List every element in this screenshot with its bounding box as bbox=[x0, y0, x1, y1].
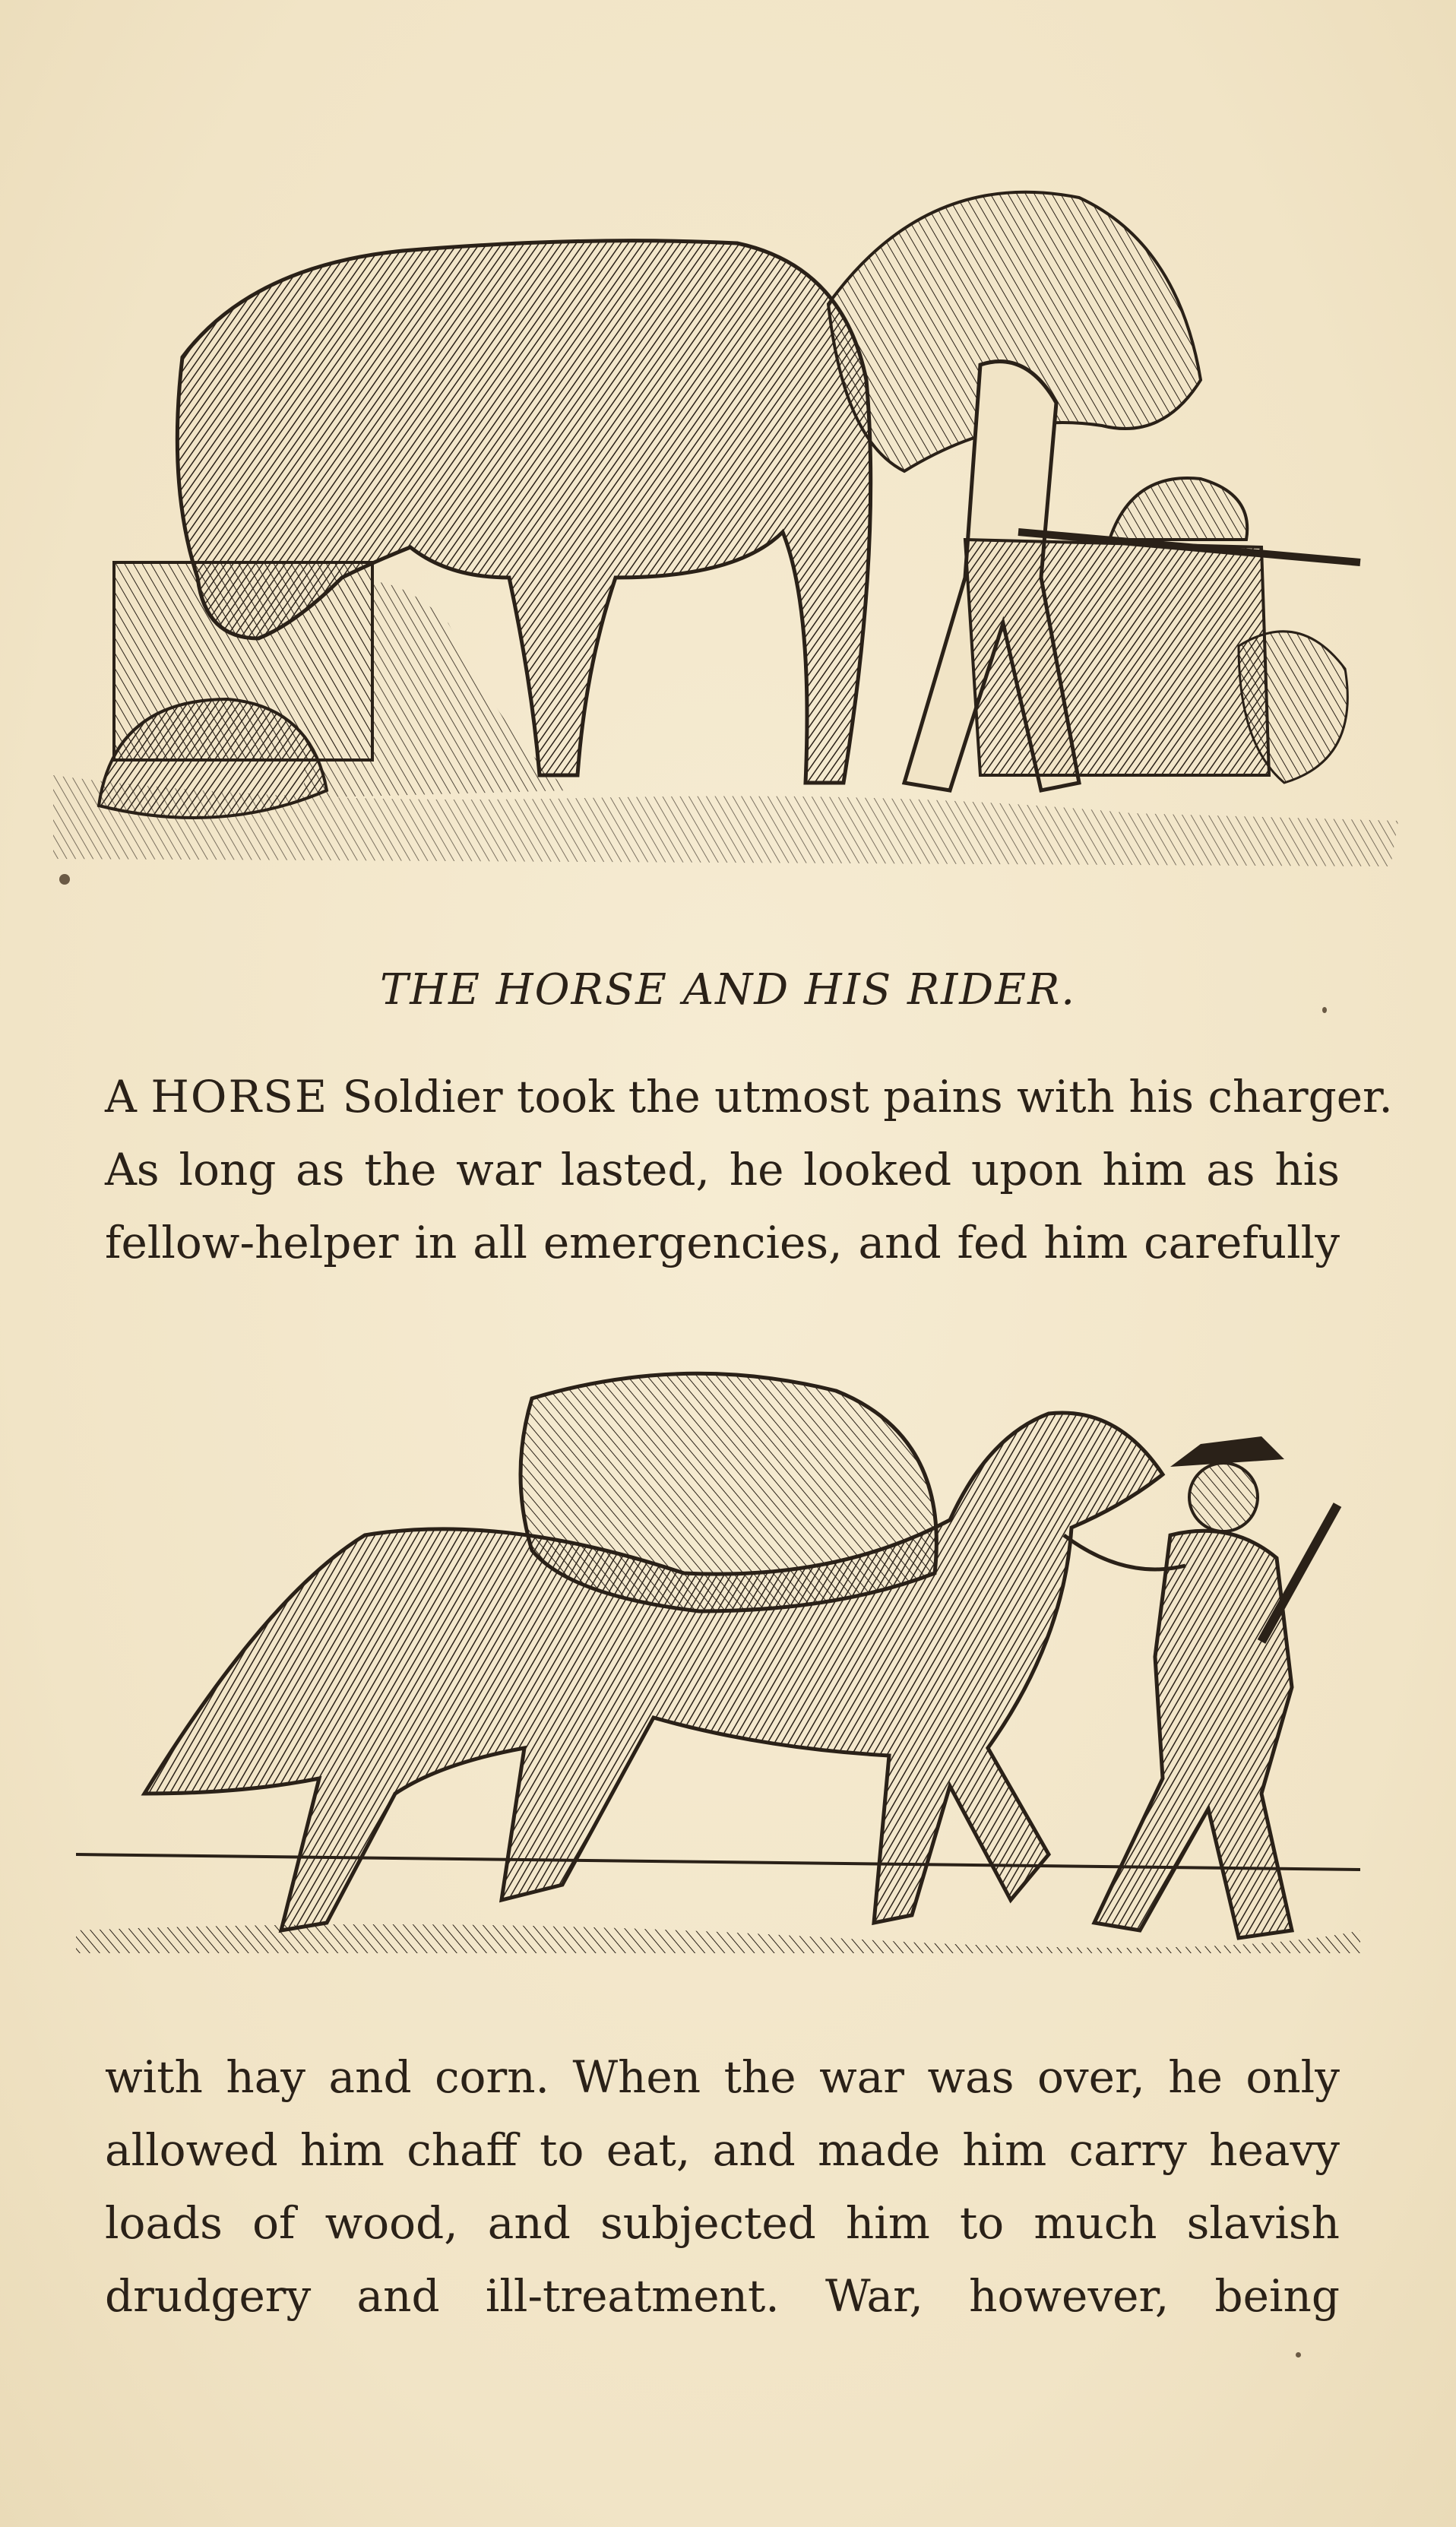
text-line bbox=[105, 1060, 1393, 1133]
paper-speck bbox=[1322, 1007, 1327, 1013]
paper-speck bbox=[1296, 2352, 1301, 2358]
paragraph-bottom bbox=[105, 2041, 1340, 2332]
horse-carrying-wood-illustration bbox=[76, 1322, 1360, 2006]
text-line: with hay and corn. When the war was over, he only bbox=[105, 2051, 1340, 2103]
text-line: loads of wood, and subjected him to much slavish bbox=[105, 2197, 1340, 2249]
small-caps-word: HORSE bbox=[150, 1071, 329, 1123]
illustration-caption: THE HORSE AND HIS RIDER. bbox=[379, 965, 1077, 1015]
text-line: drudgery and ill-treatment. War, however, being bbox=[105, 2270, 1340, 2322]
opening-letter: A bbox=[105, 1071, 137, 1123]
text-line: fellow-helper in all emergencies, and fed him carefully bbox=[105, 1217, 1340, 1268]
horse-feeding-illustration bbox=[53, 152, 1398, 889]
paragraph-top bbox=[105, 1060, 1393, 1279]
paper-speck bbox=[59, 874, 70, 885]
text-line: allowed him chaff to eat, and made him carry heavy bbox=[105, 2124, 1340, 2176]
first-line-text: Soldier took the utmost pains with his charger. bbox=[342, 1071, 1393, 1123]
text-line: As long as the war lasted, he looked upon him as his bbox=[105, 1144, 1340, 1195]
